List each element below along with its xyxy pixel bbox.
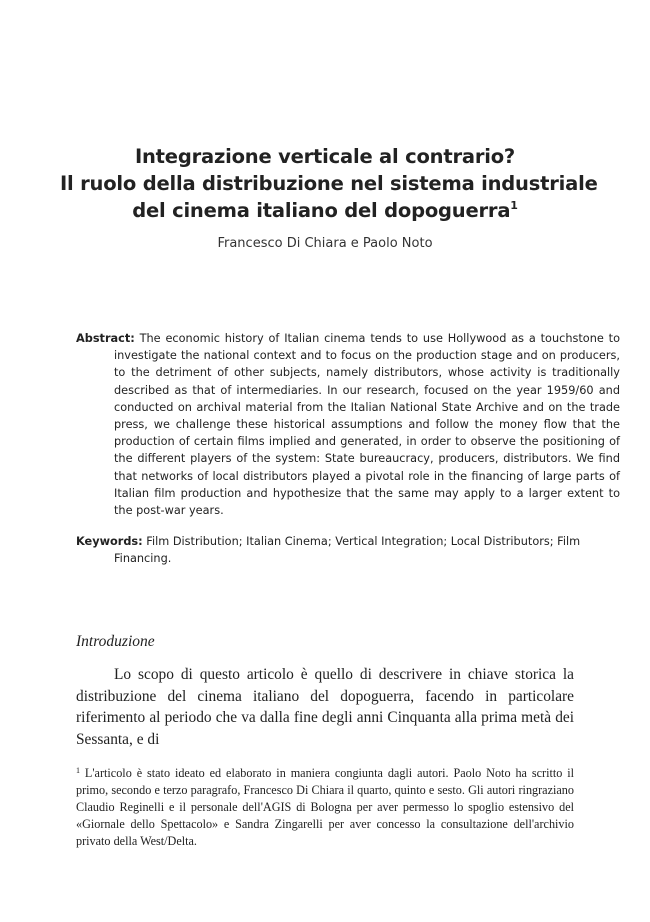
keywords	[76, 533, 620, 567]
keywords-label: Keywords:	[76, 535, 143, 548]
keywords-text: Film Distribution; Italian Cinema; Vertical Integration; Local Distributors; Film Financing.	[114, 535, 581, 566]
footnote-text-1: L'articolo è stato ideato ed elaborato in maniera congiunta dagli autori. Paolo Noto ha scritto il primo, secondo e terzo paragrafo, Francesco Di Chiara il quarto, quinto e sesto. Gli autori ringraziano Claudio Reginelli e il personale dell'	[76, 766, 575, 815]
footnote	[76, 765, 574, 850]
title-line-2: Il ruolo della distribuzione nel sistema industriale	[60, 172, 598, 195]
title-line-3	[60, 197, 590, 224]
article-title	[60, 143, 598, 224]
abstract-text: The economic history of Italian cinema tends to use Hollywood as a touchstone to investigate the national context and to focus on the production stage and on producers, to the detriment of other subjects, namely distributors, whose activity is traditionally described as that of intermediaries. In our research, focused on the year 1959/60 and conducted on archival material from the Italian National State Archive and on the trade press, we challenge these historical assumptions and follow the money flow that the production of certain films implied and generated, in order to observe the positioning of the different players of the system: State bureaucracy, producers, distributors. We find that networks of local distributors played a pivotal role in the financing of large parts of Italian film production and hypothesize that the same may apply to a larger extent to the post-war years.	[114, 332, 620, 518]
title-line-1: Integrazione verticale al contrario?	[134, 145, 516, 168]
authors: Francesco Di Chiara e Paolo Noto	[217, 236, 433, 251]
footnote-org: AGIS	[262, 800, 292, 815]
footnote-marker: 1	[76, 766, 80, 775]
abstract-label: Abstract:	[76, 332, 135, 345]
section-title: Introduzione	[76, 633, 155, 650]
title-footnote-marker[interactable]: 1	[510, 199, 518, 212]
footnote-text-2: di Bologna per aver permesso lo spoglio estensivo del «Giornale dello Spettacolo» e Sandra Zingarelli per aver concesso la consultazione dell'archivio privato della West/Delta.	[76, 800, 574, 849]
abstract	[76, 330, 620, 519]
title-line-3-text: del cinema italiano del dopoguerra	[132, 199, 511, 222]
body-paragraph: Lo scopo di questo articolo è quello di descrivere in chiave storica la distribuzione del cinema italiano del dopoguerra, facendo in particolare riferimento al periodo che va dalla fine degli anni Cinquanta alla prima metà dei Sessanta, e di	[76, 666, 574, 748]
